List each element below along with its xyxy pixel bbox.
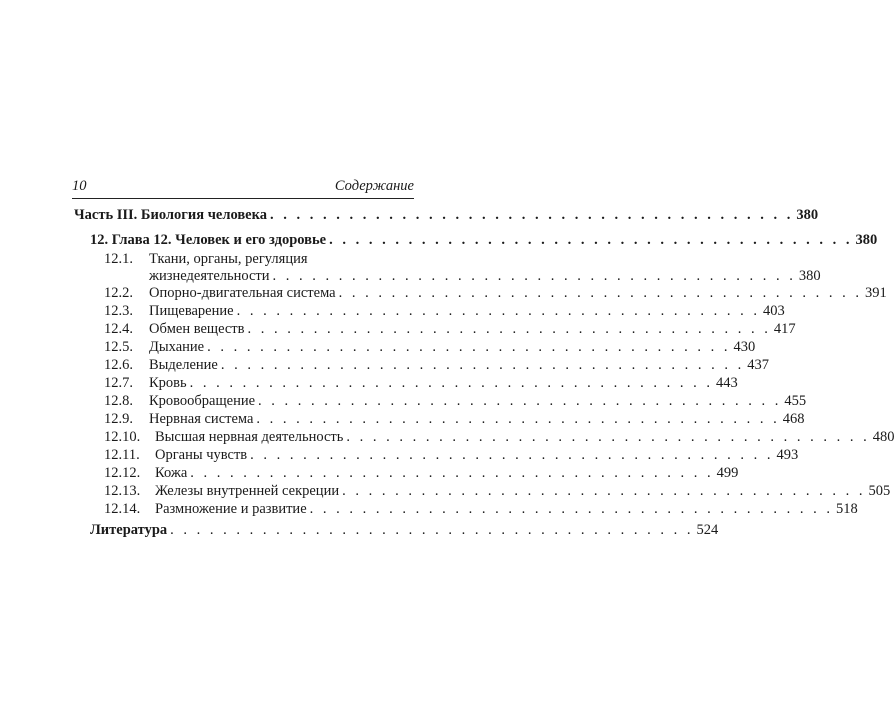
toc-entry-12-6[interactable]: [104, 357, 769, 374]
toc-entry-number: 12.1.: [104, 251, 133, 267]
toc-entry-12-3[interactable]: [104, 303, 785, 320]
dot-leader: . . . . . . . . . . . . . . . . . . . . . . . . . . . . . . . . . . . . . . . .: [338, 285, 862, 301]
toc-entry-12-8[interactable]: [104, 393, 807, 410]
toc-entry-12-9[interactable]: [104, 411, 805, 428]
dot-leader: . . . . . . . . . . . . . . . . . . . . . . . . . . . . . . . . . . . . . . . .: [309, 501, 834, 517]
toc-entry-number: 12.9.: [104, 411, 133, 427]
toc-entry-page: 403: [762, 303, 785, 319]
toc-entry-number: 12.10.: [104, 429, 141, 445]
dot-leader: . . . . . . . . . . . . . . . . . . . . . . . . . . . . . . . . . . . . . . . .: [270, 207, 794, 223]
dot-leader: . . . . . . . . . . . . . . . . . . . . . . . . . . . . . . . . . . . . . . . .: [258, 393, 782, 409]
toc-entry-title-line1: Ткани, органы, регуляция: [149, 251, 308, 267]
dot-leader: . . . . . . . . . . . . . . . . . . . . . . . . . . . . . . . . . . . . . . . .: [346, 429, 870, 445]
toc-entry-number: 12.3.: [104, 303, 133, 319]
toc-entry-title: Кровь: [149, 375, 187, 391]
toc-entry-number: 12.2.: [104, 285, 133, 301]
toc-entry-page: 443: [716, 375, 738, 391]
dot-leader: . . . . . . . . . . . . . . . . . . . . . . . . . . . . . . . . . . . . . . . .: [190, 465, 714, 481]
toc-entry-number: 12.13.: [104, 483, 141, 499]
toc-entry-number: 12.6.: [104, 357, 133, 373]
toc-entry-number: 12.14.: [104, 501, 141, 517]
toc-entry-title: 12. Глава 12. Человек и его здоровье: [90, 232, 327, 248]
toc-entry-title: жизнедеятельности: [149, 268, 270, 284]
toc-entry-page: 499: [716, 465, 739, 481]
toc-entry-page: 417: [773, 321, 796, 337]
toc-entry-page: 468: [782, 411, 805, 427]
toc-entry-title: Кровообращение: [149, 393, 256, 409]
toc-entry-page: 480: [872, 429, 895, 445]
toc-entry-page: 505: [868, 483, 891, 499]
dot-leader: . . . . . . . . . . . . . . . . . . . . . . . . . . . . . . . . . . . . . . . .: [342, 483, 866, 499]
toc-entry-references[interactable]: [90, 522, 719, 539]
toc-entry-title: Выделение: [149, 357, 218, 373]
toc-entry-title: Литература: [90, 522, 168, 538]
toc-entry-title: Органы чувств: [155, 447, 248, 463]
toc-entry-chapter[interactable]: [90, 232, 878, 249]
running-head: [72, 178, 414, 198]
toc-entry-title: Обмен веществ: [149, 321, 245, 337]
dot-leader: . . . . . . . . . . . . . . . . . . . . . . . . . . . . . . . . . . . . . . . .: [250, 447, 774, 463]
toc-entry-page: 430: [733, 339, 756, 355]
toc-entry-number: 12.8.: [104, 393, 133, 409]
toc-entry-title: Высшая нервная деятельность: [155, 429, 344, 445]
toc-entry-12-5[interactable]: [104, 339, 756, 356]
toc-entry-page: 518: [836, 501, 858, 517]
dot-leader: . . . . . . . . . . . . . . . . . . . . . . . . . . . . . . . . . . . . . . . .: [236, 303, 760, 319]
toc-entry-page: 437: [747, 357, 769, 373]
toc-entry-page: 524: [696, 522, 719, 538]
toc-entry-title: Нервная система: [149, 411, 254, 427]
toc-entry-number: 12.11.: [104, 447, 140, 463]
toc-entry-12-11[interactable]: [104, 447, 799, 464]
dot-leader: . . . . . . . . . . . . . . . . . . . . . . . . . . . . . . . . . . . . . . . .: [207, 339, 731, 355]
toc-entry-number: 12.7.: [104, 375, 133, 391]
toc-entry-12-1[interactable]: [149, 268, 821, 285]
toc-entry-title: Опорно-двигательная система: [149, 285, 336, 301]
page-number: 10: [72, 178, 87, 194]
toc-entry-page: 455: [784, 393, 807, 409]
toc-entry-title: Железы внутренней секреции: [155, 483, 340, 499]
toc-entry-title: Часть III. Биология человека: [74, 207, 268, 223]
toc-entry-12-7[interactable]: [104, 375, 738, 392]
toc-entry-12-12[interactable]: [104, 465, 739, 482]
toc-entry-page: 493: [776, 447, 799, 463]
toc-entry-page: 380: [796, 207, 819, 223]
dot-leader: . . . . . . . . . . . . . . . . . . . . . . . . . . . . . . . . . . . . . . . .: [247, 321, 771, 337]
toc-entry-title: Пищеварение: [149, 303, 234, 319]
dot-leader: . . . . . . . . . . . . . . . . . . . . . . . . . . . . . . . . . . . . . . . .: [170, 522, 694, 538]
section-title: Содержание: [334, 178, 414, 194]
toc-entry-title: Кожа: [155, 465, 188, 481]
toc-entry-part[interactable]: [74, 207, 819, 224]
toc-entry-12-4[interactable]: [104, 321, 796, 338]
dot-leader: . . . . . . . . . . . . . . . . . . . . . . . . . . . . . . . . . . . . . . . .: [189, 375, 714, 391]
toc-entry-line1: [104, 251, 308, 268]
toc-entry-title: Размножение и развитие: [155, 501, 307, 517]
dot-leader: . . . . . . . . . . . . . . . . . . . . . . . . . . . . . . . . . . . . . . . .: [220, 357, 745, 373]
dot-leader: . . . . . . . . . . . . . . . . . . . . . . . . . . . . . . . . . . . . . . . .: [256, 411, 780, 427]
toc-entry-12-13[interactable]: [104, 483, 891, 500]
toc-entry-page: 391: [864, 285, 887, 301]
toc-entry-page: 380: [798, 268, 821, 284]
toc-entry-12-2[interactable]: [104, 285, 887, 302]
dot-leader: . . . . . . . . . . . . . . . . . . . . . . . . . . . . . . . . . . . . . . . .: [329, 232, 853, 248]
toc-entry-number: 12.5.: [104, 339, 133, 355]
toc-entry-page: 380: [855, 232, 878, 248]
toc-entry-number: 12.12.: [104, 465, 141, 481]
toc-entry-12-10[interactable]: [104, 429, 895, 446]
header-rule: [72, 198, 414, 199]
toc-entry-12-14[interactable]: [104, 501, 858, 518]
toc-entry-title: Дыхание: [149, 339, 205, 355]
toc-entry-number: 12.4.: [104, 321, 133, 337]
dot-leader: . . . . . . . . . . . . . . . . . . . . . . . . . . . . . . . . . . . . . . . .: [272, 268, 796, 284]
